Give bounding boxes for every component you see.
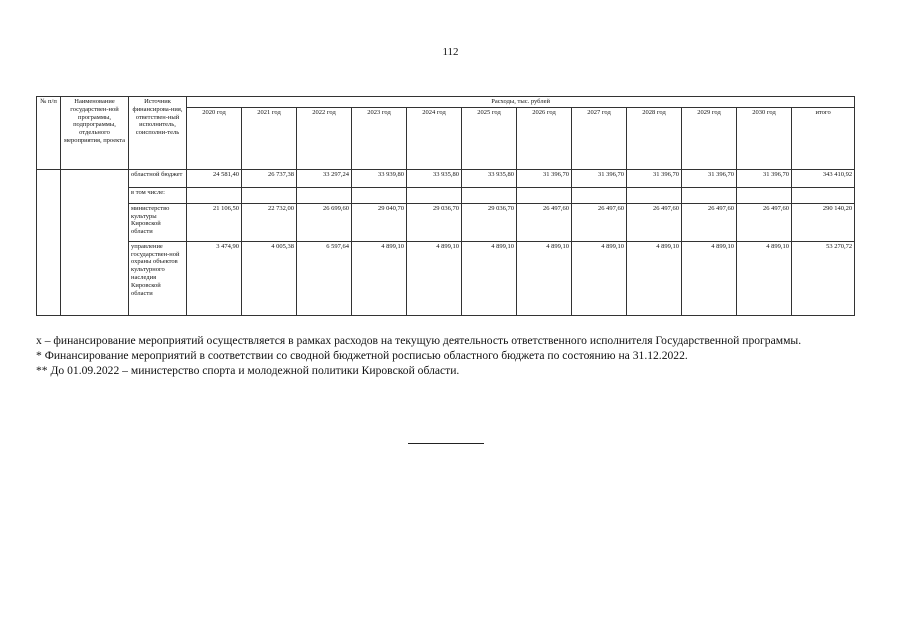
cell-value: 4 899,10 xyxy=(352,241,407,315)
header-year: 2024 год xyxy=(407,107,462,169)
cell-value xyxy=(737,187,792,203)
cell-value: 29 036,70 xyxy=(407,203,462,241)
cell-value: 33 935,80 xyxy=(462,169,517,187)
header-year: 2028 год xyxy=(627,107,682,169)
cell-value: 26 497,60 xyxy=(572,203,627,241)
header-year: 2022 год xyxy=(297,107,352,169)
header-expenses: Расходы, тыс. рублей xyxy=(187,97,855,108)
header-name: Наименование государствен-ной программы, подпрограммы, отдельного мероприятия, проекта xyxy=(61,97,129,170)
cell-total: 343 410,92 xyxy=(792,169,855,187)
cell-value: 31 396,70 xyxy=(627,169,682,187)
header-total: итого xyxy=(792,107,855,169)
cell-total: 290 140,20 xyxy=(792,203,855,241)
cell-value: 31 396,70 xyxy=(682,169,737,187)
cell-source: в том числе: xyxy=(129,187,187,203)
cell-value xyxy=(352,187,407,203)
cell-value: 26 497,60 xyxy=(737,203,792,241)
header-year: 2023 год xyxy=(352,107,407,169)
cell-value xyxy=(517,187,572,203)
footnote-star: * Финансирование мероприятий в соответствии со сводной бюджетной росписью областного бюджета по состоянию на 31.12.2022. xyxy=(36,349,688,363)
cell-value: 6 597,64 xyxy=(297,241,352,315)
table-row xyxy=(37,203,855,241)
cell-value: 4 899,10 xyxy=(682,241,737,315)
cell-value: 26 737,38 xyxy=(242,169,297,187)
header-year: 2020 год xyxy=(187,107,242,169)
footnotes xyxy=(36,333,854,378)
financing-table xyxy=(36,96,855,316)
cell-value: 4 005,38 xyxy=(242,241,297,315)
cell-value xyxy=(462,187,517,203)
cell-value: 31 396,70 xyxy=(737,169,792,187)
cell-total xyxy=(792,187,855,203)
page-number: 112 xyxy=(442,46,459,58)
cell-value: 31 396,70 xyxy=(572,169,627,187)
cell-value: 4 899,10 xyxy=(517,241,572,315)
cell-total: 53 270,72 xyxy=(792,241,855,315)
cell-value: 31 396,70 xyxy=(517,169,572,187)
header-year: 2029 год xyxy=(682,107,737,169)
cell-value: 24 581,40 xyxy=(187,169,242,187)
cell-value: 26 497,60 xyxy=(517,203,572,241)
cell-value: 3 474,90 xyxy=(187,241,242,315)
cell-name xyxy=(61,169,129,315)
cell-value: 33 939,80 xyxy=(352,169,407,187)
cell-value xyxy=(682,187,737,203)
footnote-x: х – финансирование мероприятий осуществляется в рамках расходов на текущую деятельность ответственного исполнителя Государственной программы. xyxy=(36,334,802,347)
cell-value: 4 899,10 xyxy=(407,241,462,315)
cell-value: 26 699,60 xyxy=(297,203,352,241)
cell-value: 4 899,10 xyxy=(737,241,792,315)
cell-value: 29 036,70 xyxy=(462,203,517,241)
header-source: Источник финансирова-ния, ответствен-ный исполнитель, соисполни-тель xyxy=(129,97,187,170)
cell-value: 26 497,60 xyxy=(682,203,737,241)
cell-value: 26 497,60 xyxy=(627,203,682,241)
cell-source: министерство культуры Кировской области xyxy=(129,203,187,241)
header-year: 2027 год xyxy=(572,107,627,169)
table-row xyxy=(37,241,855,315)
header-number: № п/п xyxy=(37,97,61,170)
cell-source: управление государствен-ной охраны объектов культурного наследия Кировской области xyxy=(129,241,187,315)
footnote-double-star: ** До 01.09.2022 – министерство спорта и молодежной политики Кировской области. xyxy=(36,364,460,378)
header-year: 2030 год xyxy=(737,107,792,169)
cell-value xyxy=(407,187,462,203)
header-year: 2026 год xyxy=(517,107,572,169)
cell-value: 4 899,10 xyxy=(462,241,517,315)
cell-value: 33 297,24 xyxy=(297,169,352,187)
cell-value: 4 899,10 xyxy=(627,241,682,315)
header-year: 2025 год xyxy=(462,107,517,169)
table-row xyxy=(37,187,855,203)
table-row xyxy=(37,169,855,187)
cell-value xyxy=(572,187,627,203)
cell-source: областной бюджет xyxy=(129,169,187,187)
cell-number xyxy=(37,169,61,315)
header-year: 2021 год xyxy=(242,107,297,169)
cell-value xyxy=(627,187,682,203)
cell-value xyxy=(187,187,242,203)
cell-value: 22 732,00 xyxy=(242,203,297,241)
cell-value xyxy=(242,187,297,203)
cell-value: 29 040,70 xyxy=(352,203,407,241)
closing-rule xyxy=(408,443,484,444)
cell-value: 33 935,80 xyxy=(407,169,462,187)
cell-value: 4 899,10 xyxy=(572,241,627,315)
header-row-main xyxy=(37,97,855,108)
cell-value: 21 106,50 xyxy=(187,203,242,241)
cell-value xyxy=(297,187,352,203)
